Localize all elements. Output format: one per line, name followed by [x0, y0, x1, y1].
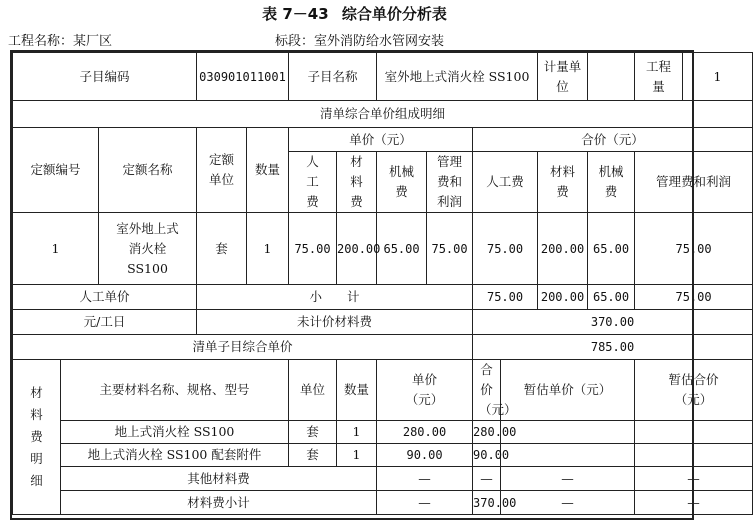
mat-sub-name: 材料费小计 [61, 491, 377, 515]
mat-sub-est-price: — [501, 491, 635, 515]
table-name: 综合单价分析表 [341, 5, 447, 23]
mat-head-total: 合价（元） [473, 360, 501, 421]
mat-head-est-price: 暂估单价（元） [501, 360, 635, 421]
row1-t-machine: 65.00 [588, 213, 635, 285]
row1-unit: 套 [197, 213, 247, 285]
table-number: 表 7－43 [262, 5, 329, 23]
item-code: 030901011001 [197, 53, 289, 101]
mat-sub-total: 370.00 [473, 491, 501, 515]
col-quota-no: 定额编号 [13, 128, 99, 213]
mat-other-total: — [473, 467, 501, 491]
row1-t-mgmt: 75.00 [635, 213, 753, 285]
mat-head-unit: 单位 [289, 360, 337, 421]
mat-other-name: 其他材料费 [61, 467, 377, 491]
labor-rate-unit: 元/工日 [13, 310, 197, 335]
item-qty: 1 [683, 53, 753, 101]
mat-sub-est-total: — [635, 491, 753, 515]
mat-row2-est-total [635, 444, 753, 467]
mat-row1-est-price [501, 421, 635, 444]
row1-u-mgmt: 75.00 [427, 213, 473, 285]
subtotal-labor: 75.00 [473, 285, 538, 310]
name-label: 子目名称 [289, 53, 377, 101]
mat-sub-price: — [377, 491, 473, 515]
analysis-table [12, 52, 753, 515]
section-name: 标段：室外消防给水管网安装 [275, 34, 445, 49]
mat-row1-total: 280.00 [473, 421, 501, 444]
col-u-machine: 机械费 [377, 152, 427, 213]
mat-head-qty: 数量 [337, 360, 377, 421]
row1-u-machine: 65.00 [377, 213, 427, 285]
row1-amount: 1 [247, 213, 289, 285]
code-label: 子目编码 [13, 53, 197, 101]
mat-row2-qty: 1 [337, 444, 377, 467]
unit-label: 计量单位 [538, 53, 588, 101]
mat-row2-name: 地上式消火栓 SS100 配套附件 [61, 444, 289, 467]
mat-head-name: 主要材料名称、规格、型号 [61, 360, 289, 421]
item-unit [588, 53, 635, 101]
col-u-labor: 人工费 [289, 152, 337, 213]
col-unit-price: 单价（元） [289, 128, 473, 152]
mat-row1-qty: 1 [337, 421, 377, 444]
page-title [0, 3, 709, 24]
col-quota-unit: 定额单位 [197, 128, 247, 213]
mat-other-est-price: — [501, 467, 635, 491]
mat-head-est-total: 暂估合价（元） [635, 360, 753, 421]
mat-row2-total: 90.00 [473, 444, 501, 467]
detail-title: 清单综合单价组成明细 [13, 101, 753, 128]
subtotal-label: 小 计 [197, 285, 473, 310]
row1-u-labor: 75.00 [289, 213, 337, 285]
subtotal-mgmt: 75.00 [635, 285, 753, 310]
unpriced-value: 370.00 [473, 310, 753, 335]
subtotal-material: 200.00 [538, 285, 588, 310]
composite-value: 785.00 [473, 335, 753, 360]
mat-other-est-total: — [635, 467, 753, 491]
mat-row2-est-price [501, 444, 635, 467]
labor-rate-label: 人工单价 [13, 285, 197, 310]
mat-row1-name: 地上式消火栓 SS100 [61, 421, 289, 444]
col-u-material: 材料费 [337, 152, 377, 213]
unpriced-label: 未计价材料费 [197, 310, 473, 335]
row1-t-material: 200.00 [538, 213, 588, 285]
mat-row2-price: 90.00 [377, 444, 473, 467]
mat-row1-price: 280.00 [377, 421, 473, 444]
composite-label: 清单子目综合单价 [13, 335, 473, 360]
col-total-price: 合价（元） [473, 128, 753, 152]
col-amount: 数量 [247, 128, 289, 213]
row1-u-material: 200.00 [337, 213, 377, 285]
col-t-labor: 人工费 [473, 152, 538, 213]
col-t-machine: 机械费 [588, 152, 635, 213]
materials-side-label: 材 料 费 明 细 [13, 360, 61, 515]
project-name: 工程名称：某厂区 [8, 34, 113, 49]
row1-no: 1 [13, 213, 99, 285]
col-t-material: 材料费 [538, 152, 588, 213]
mat-other-price: — [377, 467, 473, 491]
col-quota-name: 定额名称 [99, 128, 197, 213]
item-name: 室外地上式消火栓 SS100 [377, 53, 538, 101]
row1-t-labor: 75.00 [473, 213, 538, 285]
col-t-mgmt: 管理费和利润 [635, 152, 753, 213]
mat-row1-est-total [635, 421, 753, 444]
row1-name: 室外地上式消火栓 SS100 [99, 213, 197, 285]
col-u-mgmt: 管理费和利润 [427, 152, 473, 213]
mat-row2-unit: 套 [289, 444, 337, 467]
subtotal-machine: 65.00 [588, 285, 635, 310]
mat-head-price: 单价（元） [377, 360, 473, 421]
mat-row1-unit: 套 [289, 421, 337, 444]
qty-label: 工程量 [635, 53, 683, 101]
